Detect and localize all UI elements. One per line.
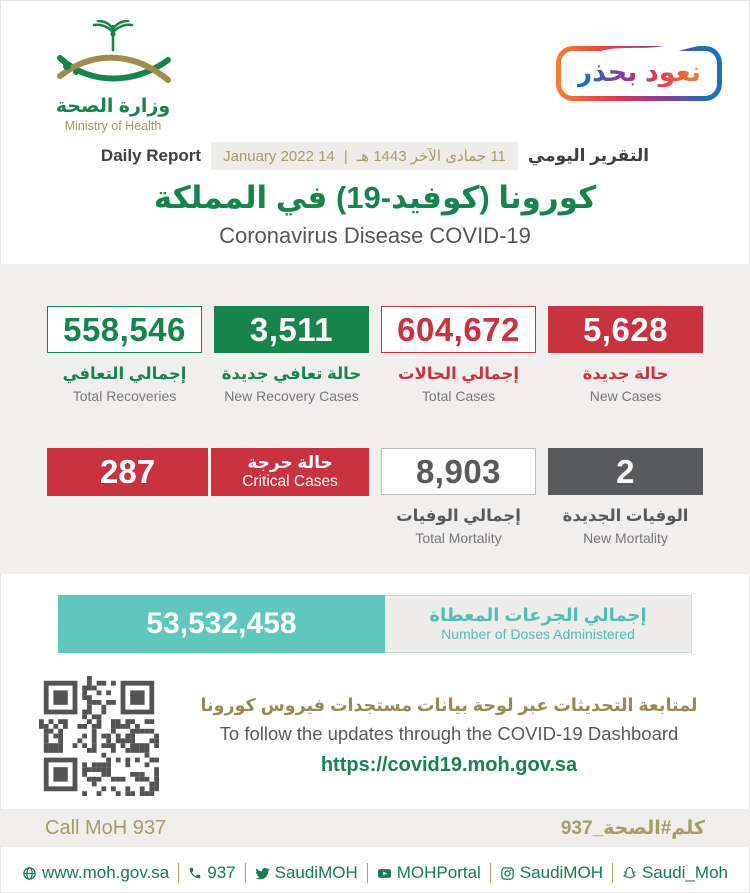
logo-title-english: Ministry of Health xyxy=(64,119,162,133)
gregorian-date: 14 January 2022 xyxy=(223,147,335,165)
page-title-arabic: كورونا (كوفيد-19) في المملكة xyxy=(153,180,597,215)
doses-value: 53,532,458 xyxy=(58,595,385,653)
total-mortality-value: 8,903 xyxy=(381,448,536,495)
instagram-label: SaudiMOH xyxy=(519,863,603,882)
critical-cases-value: 287 xyxy=(47,448,208,496)
doses-label-en: Number of Doses Administered xyxy=(441,626,635,643)
dashboard-note-en: To follow the updates through the COVID-19 Dashboard xyxy=(219,723,679,744)
youtube-icon xyxy=(377,866,392,881)
hijri-date: 11 جمادى الآخر 1443 هـ xyxy=(356,148,506,165)
stats-row-1 xyxy=(47,306,703,404)
total-cases-label-ar: إجمالي الحالات xyxy=(397,365,520,383)
stats-band xyxy=(0,264,750,574)
call-band xyxy=(0,809,750,847)
critical-cases-label-en: Critical Cases xyxy=(242,472,338,490)
twitter-link[interactable] xyxy=(245,863,367,883)
report-title-arabic: التقرير اليومي xyxy=(527,146,650,165)
phone-link[interactable] xyxy=(178,863,244,883)
stat-card-total-mortality xyxy=(381,448,536,546)
stat-card-new-mortality xyxy=(548,448,703,546)
new-cases-label-ar: حالة جديدة xyxy=(582,365,669,383)
total-recoveries-value: 558,546 xyxy=(47,306,202,353)
snapchat-link[interactable] xyxy=(612,863,737,883)
website-label: www.moh.gov.sa xyxy=(42,863,170,882)
dashboard-section xyxy=(39,675,711,797)
new-mortality-value: 2 xyxy=(548,448,703,495)
new-mortality-label-en: New Mortality xyxy=(583,530,668,546)
critical-cases-label-ar: حالة حرجة xyxy=(247,453,333,473)
website-link[interactable] xyxy=(13,863,178,883)
phone-icon xyxy=(188,866,202,880)
logo-title-arabic: وزارة الصحة xyxy=(55,96,171,117)
stat-card-new-recovery-cases xyxy=(214,306,369,404)
youtube-label: MOHPortal xyxy=(396,863,481,882)
footer-links xyxy=(0,863,750,883)
total-mortality-label-en: Total Mortality xyxy=(415,530,502,546)
doses-administered xyxy=(58,595,692,653)
snapchat-icon xyxy=(622,866,637,881)
snapchat-label: Saudi_Moh xyxy=(641,863,728,882)
total-mortality-label-ar: إجمالي الوفيات xyxy=(396,507,521,525)
new-recovery-cases-label-en: New Recovery Cases xyxy=(224,388,359,404)
total-recoveries-label-ar: إجمالي التعافي xyxy=(62,365,187,383)
return-with-caution-badge xyxy=(556,46,722,101)
new-cases-value: 5,628 xyxy=(548,306,703,353)
new-recovery-cases-value: 3,511 xyxy=(214,306,369,353)
date-pill xyxy=(211,142,518,170)
twitter-label: SaudiMOH xyxy=(274,863,358,882)
new-mortality-label-ar: الوفيات الجديدة xyxy=(562,507,689,525)
dashboard-note-ar: لمتابعة التحديثات عبر لوحة بيانات مستجدات فيروس كورونا xyxy=(200,695,698,715)
dashboard-url-link[interactable]: https://covid19.moh.gov.sa xyxy=(320,754,578,776)
stat-card-total-cases xyxy=(381,306,536,404)
stat-card-new-cases xyxy=(548,306,703,404)
total-recoveries-label-en: Total Recoveries xyxy=(72,388,177,404)
call-moh-arabic: كلم#الصحة_937 xyxy=(560,817,705,839)
report-title-english: Daily Report xyxy=(100,146,202,165)
date-row xyxy=(0,142,750,170)
page-title-english: Coronavirus Disease COVID-19 xyxy=(219,223,531,248)
globe-icon xyxy=(22,866,37,881)
total-cases-value: 604,672 xyxy=(381,306,536,353)
stat-card-critical-cases xyxy=(47,448,369,496)
stat-card-total-recoveries xyxy=(47,306,202,404)
twitter-icon xyxy=(255,866,270,881)
stats-row-2 xyxy=(47,448,703,546)
instagram-link[interactable] xyxy=(490,863,612,883)
call-moh-english: Call MoH 937 xyxy=(45,816,167,839)
moh-logo xyxy=(48,20,178,133)
new-cases-label-en: New Cases xyxy=(589,388,662,404)
youtube-link[interactable] xyxy=(367,863,490,883)
new-recovery-cases-label-ar: حالة تعافي جديدة xyxy=(221,365,362,383)
date-separator: | xyxy=(343,147,348,165)
header xyxy=(0,0,750,133)
qr-code xyxy=(39,675,165,797)
moh-emblem-icon xyxy=(54,20,172,94)
instagram-icon xyxy=(500,866,515,881)
doses-label-ar: إجمالي الجرعات المعطاة xyxy=(429,604,647,625)
badge-label: نعود بحذر xyxy=(576,57,701,87)
total-cases-label-en: Total Cases xyxy=(421,388,496,404)
phone-label: 937 xyxy=(207,863,236,882)
